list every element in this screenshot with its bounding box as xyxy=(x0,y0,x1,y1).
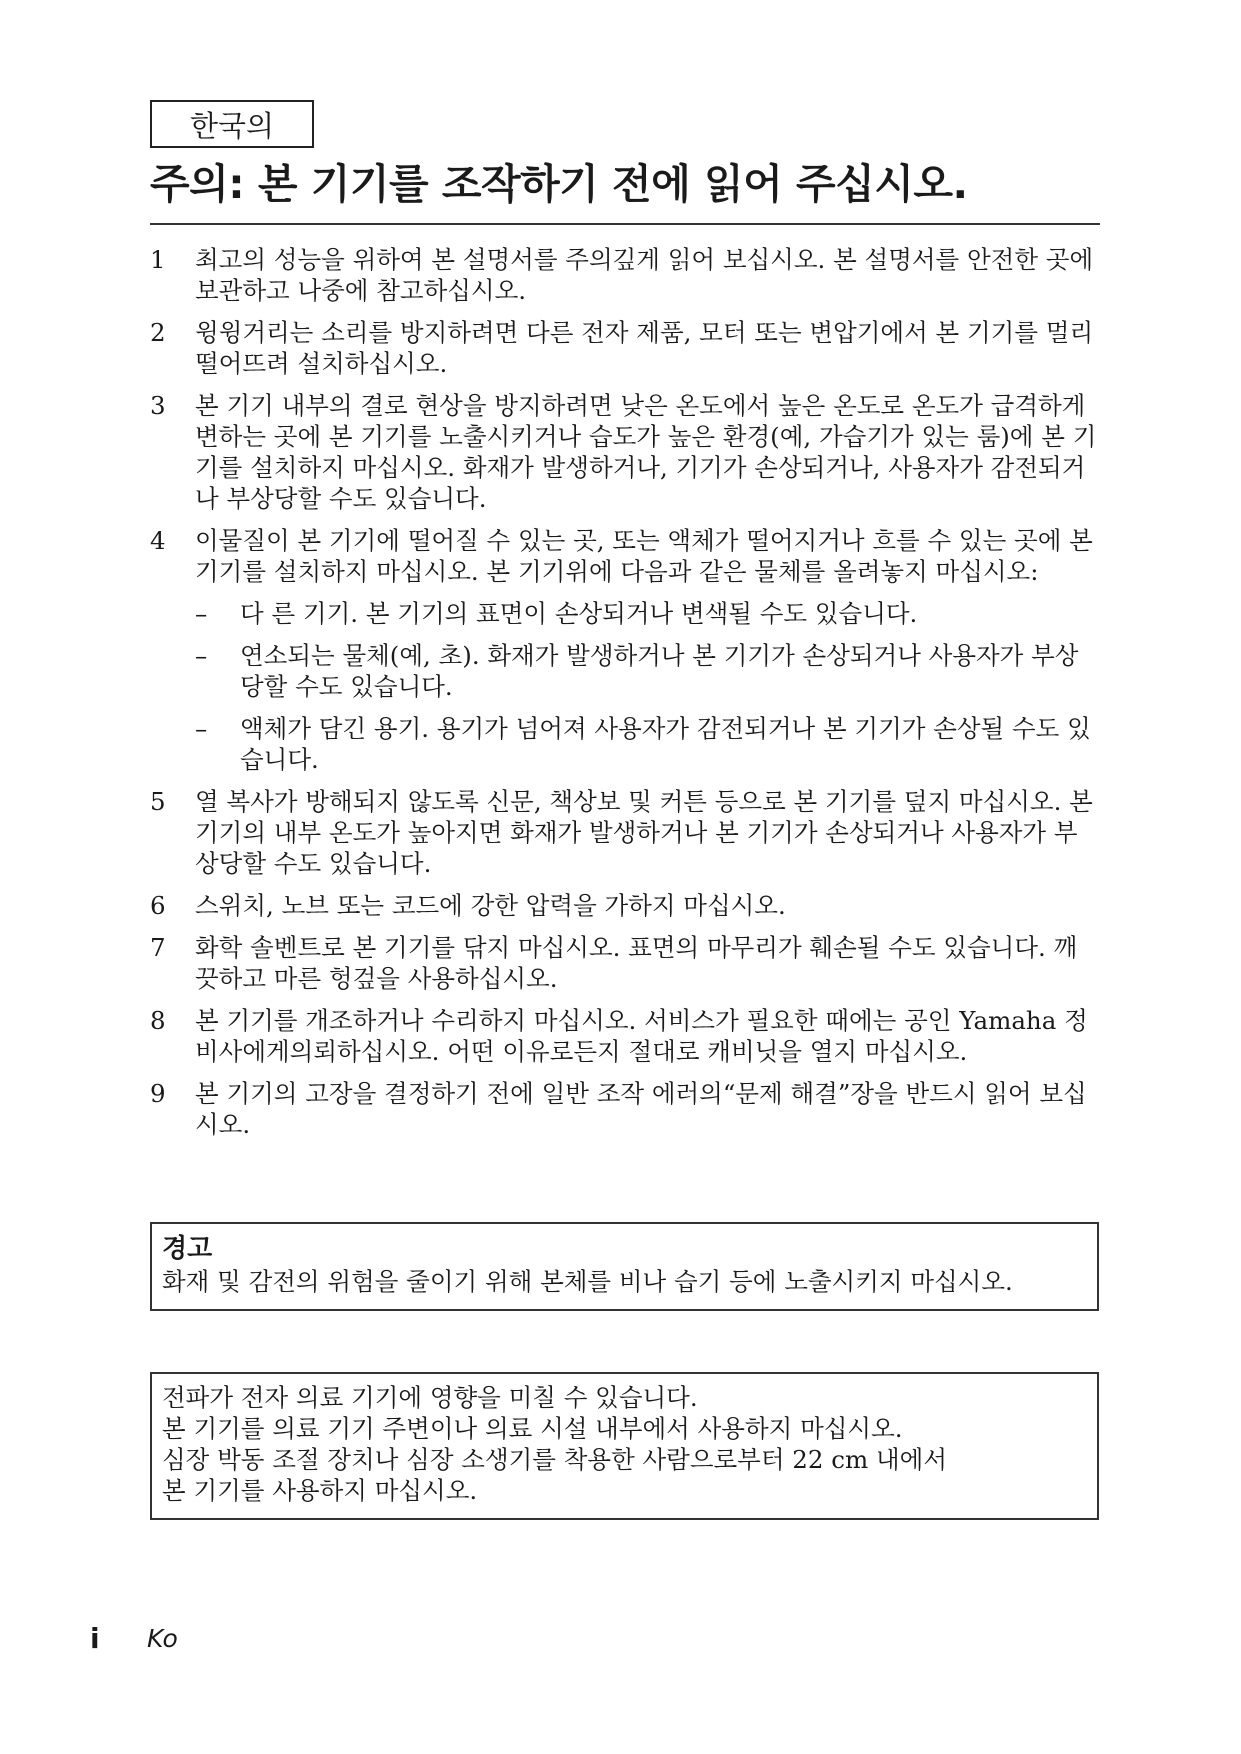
item-number: 6 xyxy=(150,891,166,920)
item-text: 윙윙거리는 소리를 방지하려면 다른 전자 제품, 모터 또는 변압기에서 본 기기를 멀리 떨어뜨려 설치하십시오. xyxy=(195,318,1094,378)
list-item xyxy=(150,932,1100,994)
list-item xyxy=(150,1005,1100,1067)
sub-list-item xyxy=(150,598,1100,629)
warning-title: 경고 xyxy=(162,1234,213,1264)
list-item xyxy=(150,525,1100,587)
item-number: 8 xyxy=(150,1006,166,1035)
title-divider xyxy=(150,223,1100,225)
sub-item-text: 액체가 담긴 용기. 용기가 넘어져 사용자가 감전되거나 본 기기가 손상될 수도 있습니다. xyxy=(240,714,1091,774)
sub-item-text: 다 른 기기. 본 기기의 표면이 손상되거나 변색될 수도 있습니다. xyxy=(240,599,918,628)
page-title: 주의: 본 기기를 조작하기 전에 읽어 주십시오. xyxy=(150,160,968,208)
notice-box xyxy=(150,1372,1099,1520)
list-item xyxy=(150,1078,1100,1140)
item-number: 9 xyxy=(150,1079,166,1108)
item-text: 최고의 성능을 위하여 본 설명서를 주의깊게 읽어 보십시오. 본 설명서를 안전한 곳에 보관하고 나중에 참고하십시오. xyxy=(195,245,1094,305)
warning-box xyxy=(150,1222,1099,1311)
language-code: Ko xyxy=(147,1624,178,1653)
item-number: 3 xyxy=(150,391,166,420)
item-number: 2 xyxy=(150,318,166,347)
caution-list xyxy=(150,244,1100,1151)
item-text: 화학 솔벤트로 본 기기를 닦지 마십시오. 표면의 마무리가 훼손될 수도 있습니다. 깨끗하고 마른 헝겊을 사용하십시오. xyxy=(195,933,1078,993)
list-item xyxy=(150,890,1100,921)
item-number: 5 xyxy=(150,787,166,816)
item-text: 스위치, 노브 또는 코드에 강한 압력을 가하지 마십시오. xyxy=(195,891,786,920)
list-item xyxy=(150,786,1100,879)
list-item xyxy=(150,317,1100,379)
notice-line: 본 기기를 의료 기기 주변이나 의료 시설 내부에서 사용하지 마십시오. xyxy=(162,1414,903,1443)
item-text: 본 기기의 고장을 결정하기 전에 일반 조작 에러의“문제 해결”장을 반드시 읽어 보십시오. xyxy=(195,1079,1087,1139)
sub-list-item xyxy=(150,713,1100,775)
item-number: 1 xyxy=(150,245,166,274)
bullet-dash: – xyxy=(195,599,208,628)
item-text: 본 기기 내부의 결로 현상을 방지하려면 낮은 온도에서 높은 온도로 온도가 급격하게 변하는 곳에 본 기기를 노출시키거나 습도가 높은 환경(예, 가습기가 있는 룸)에 본 기기를 설치하지 마십시오. 화재가 발생하거나, 기기가 손상되거나, 사용자가 감전되거나 부상당할 수도 있습니다. xyxy=(195,391,1097,513)
item-text: 이물질이 본 기기에 떨어질 수 있는 곳, 또는 액체가 떨어지거나 흐를 수 있는 곳에 본 기기를 설치하지 마십시오. 본 기기위에 다음과 같은 물체를 올려놓지 마십시오: xyxy=(195,526,1093,586)
list-item xyxy=(150,244,1100,306)
page-number: i xyxy=(90,1622,100,1655)
sub-list-item xyxy=(150,640,1100,702)
notice-line: 전파가 전자 의료 기기에 영향을 미칠 수 있습니다. xyxy=(162,1383,698,1412)
item-number: 4 xyxy=(150,526,166,555)
bullet-dash: – xyxy=(195,641,208,670)
notice-line: 심장 박동 조절 장치나 심장 소생기를 착용한 사람으로부터 22 cm 내에서 xyxy=(162,1445,948,1474)
list-item xyxy=(150,390,1100,514)
item-text: 열 복사가 방해되지 않도록 신문, 책상보 및 커튼 등으로 본 기기를 덮지 마십시오. 본 기기의 내부 온도가 높아지면 화재가 발생하거나 본 기기가 손상되거나 사용자가 부상당할 수도 있습니다. xyxy=(195,787,1093,878)
sub-item-text: 연소되는 물체(예, 초). 화재가 발생하거나 본 기기가 손상되거나 사용자가 부상당할 수도 있습니다. xyxy=(240,641,1079,701)
item-number: 7 xyxy=(150,933,166,962)
language-label: 한국의 xyxy=(150,100,314,148)
bullet-dash: – xyxy=(195,714,208,743)
item-text: 본 기기를 개조하거나 수리하지 마십시오. 서비스가 필요한 때에는 공인 Yamaha 정비사에게의뢰하십시오. 어떤 이유로든지 절대로 캐비닛을 열지 마십시오. xyxy=(195,1006,1088,1066)
warning-text: 화재 및 감전의 위험을 줄이기 위해 본체를 비나 습기 등에 노출시키지 마십시오. xyxy=(162,1267,1013,1296)
notice-line: 본 기기를 사용하지 마십시오. xyxy=(162,1476,478,1505)
